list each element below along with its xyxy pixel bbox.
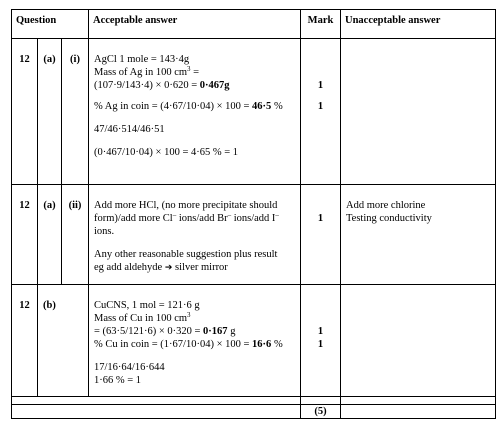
- unacceptable-answer: [341, 185, 496, 285]
- unacceptable-line: Add more chlorine: [346, 200, 426, 211]
- answer-line: Add more HCl, (no more precipitate should: [94, 200, 278, 211]
- header-unacceptable: Unacceptable answer: [341, 10, 496, 39]
- row-12a-ii: [12, 185, 496, 285]
- spacer-row: [12, 397, 496, 405]
- row-12b: [12, 285, 496, 397]
- mark-value: 1: [317, 339, 324, 350]
- answer-line: 47/46·514/46·51: [94, 124, 165, 135]
- answer-line: Mass of Ag in 100 $cm^3$ =: [94, 65, 200, 78]
- question-part: (a): [38, 185, 62, 285]
- header-mark: Mark: [301, 10, 341, 39]
- answer-line: Mass of Cu in 100 $cm^3$: [94, 311, 191, 324]
- total-row: [12, 405, 496, 419]
- unacceptable-answer: [341, 285, 496, 397]
- mark-value: 1: [317, 80, 324, 91]
- question-subpart: (i): [62, 39, 89, 185]
- unacceptable-line: Testing conductivity: [346, 213, 432, 224]
- unacceptable-answer: [341, 39, 496, 185]
- mark-value: 1: [317, 101, 324, 112]
- answer-line: eg add aldehyde ➔ silver mirror: [94, 262, 228, 273]
- mark-cell: [301, 185, 341, 285]
- mark-cell: [301, 285, 341, 397]
- answer-line: (107·9/143·4) × 0·620 = 0·467g: [94, 80, 230, 91]
- answer-line: AgCl 1 mole = 143·4g: [94, 54, 190, 65]
- answer-line: (0·467/10·04) × 100 = 4·65 % = 1: [94, 147, 239, 158]
- mark-scheme-table: [11, 9, 496, 419]
- answer-line: % Cu in coin = (1·67/10·04) × 100 = 16·6 %: [94, 339, 283, 350]
- mark-cell: [301, 39, 341, 185]
- mark-value: 1: [317, 326, 324, 337]
- header-question: Question: [12, 10, 89, 39]
- acceptable-answer: [89, 39, 301, 185]
- question-number: 12: [12, 39, 38, 185]
- mark-value: 1: [317, 213, 324, 224]
- question-number: 12: [12, 185, 38, 285]
- answer-line: 17/16·64/16·644: [94, 362, 165, 373]
- answer-line: form)/add more Cl– ions/add Br– ions/add I–: [94, 211, 279, 224]
- answer-line: = (63·5/121·6) × 0·320 = 0·167 g: [94, 326, 236, 337]
- acceptable-answer: [89, 285, 301, 397]
- acceptable-answer: [89, 185, 301, 285]
- question-part: (b): [38, 285, 89, 397]
- total-marks: (5): [301, 405, 341, 419]
- answer-line: % Ag in coin = (4·67/10·04) × 100 = 46·5 %: [94, 101, 283, 112]
- row-12a-i: [12, 39, 496, 185]
- question-subpart: (ii): [62, 185, 89, 285]
- question-part: (a): [38, 39, 62, 185]
- answer-line: ions.: [94, 226, 115, 237]
- question-number: 12: [12, 285, 38, 397]
- answer-line: 1·66 % = 1: [94, 375, 142, 386]
- answer-line: CuCNS, 1 mol = 121·6 g: [94, 300, 200, 311]
- answer-line: Any other reasonable suggestion plus result: [94, 249, 278, 260]
- header-row: [12, 10, 496, 39]
- header-acceptable: Acceptable answer: [89, 10, 301, 39]
- arrow-icon: ➔: [164, 263, 173, 273]
